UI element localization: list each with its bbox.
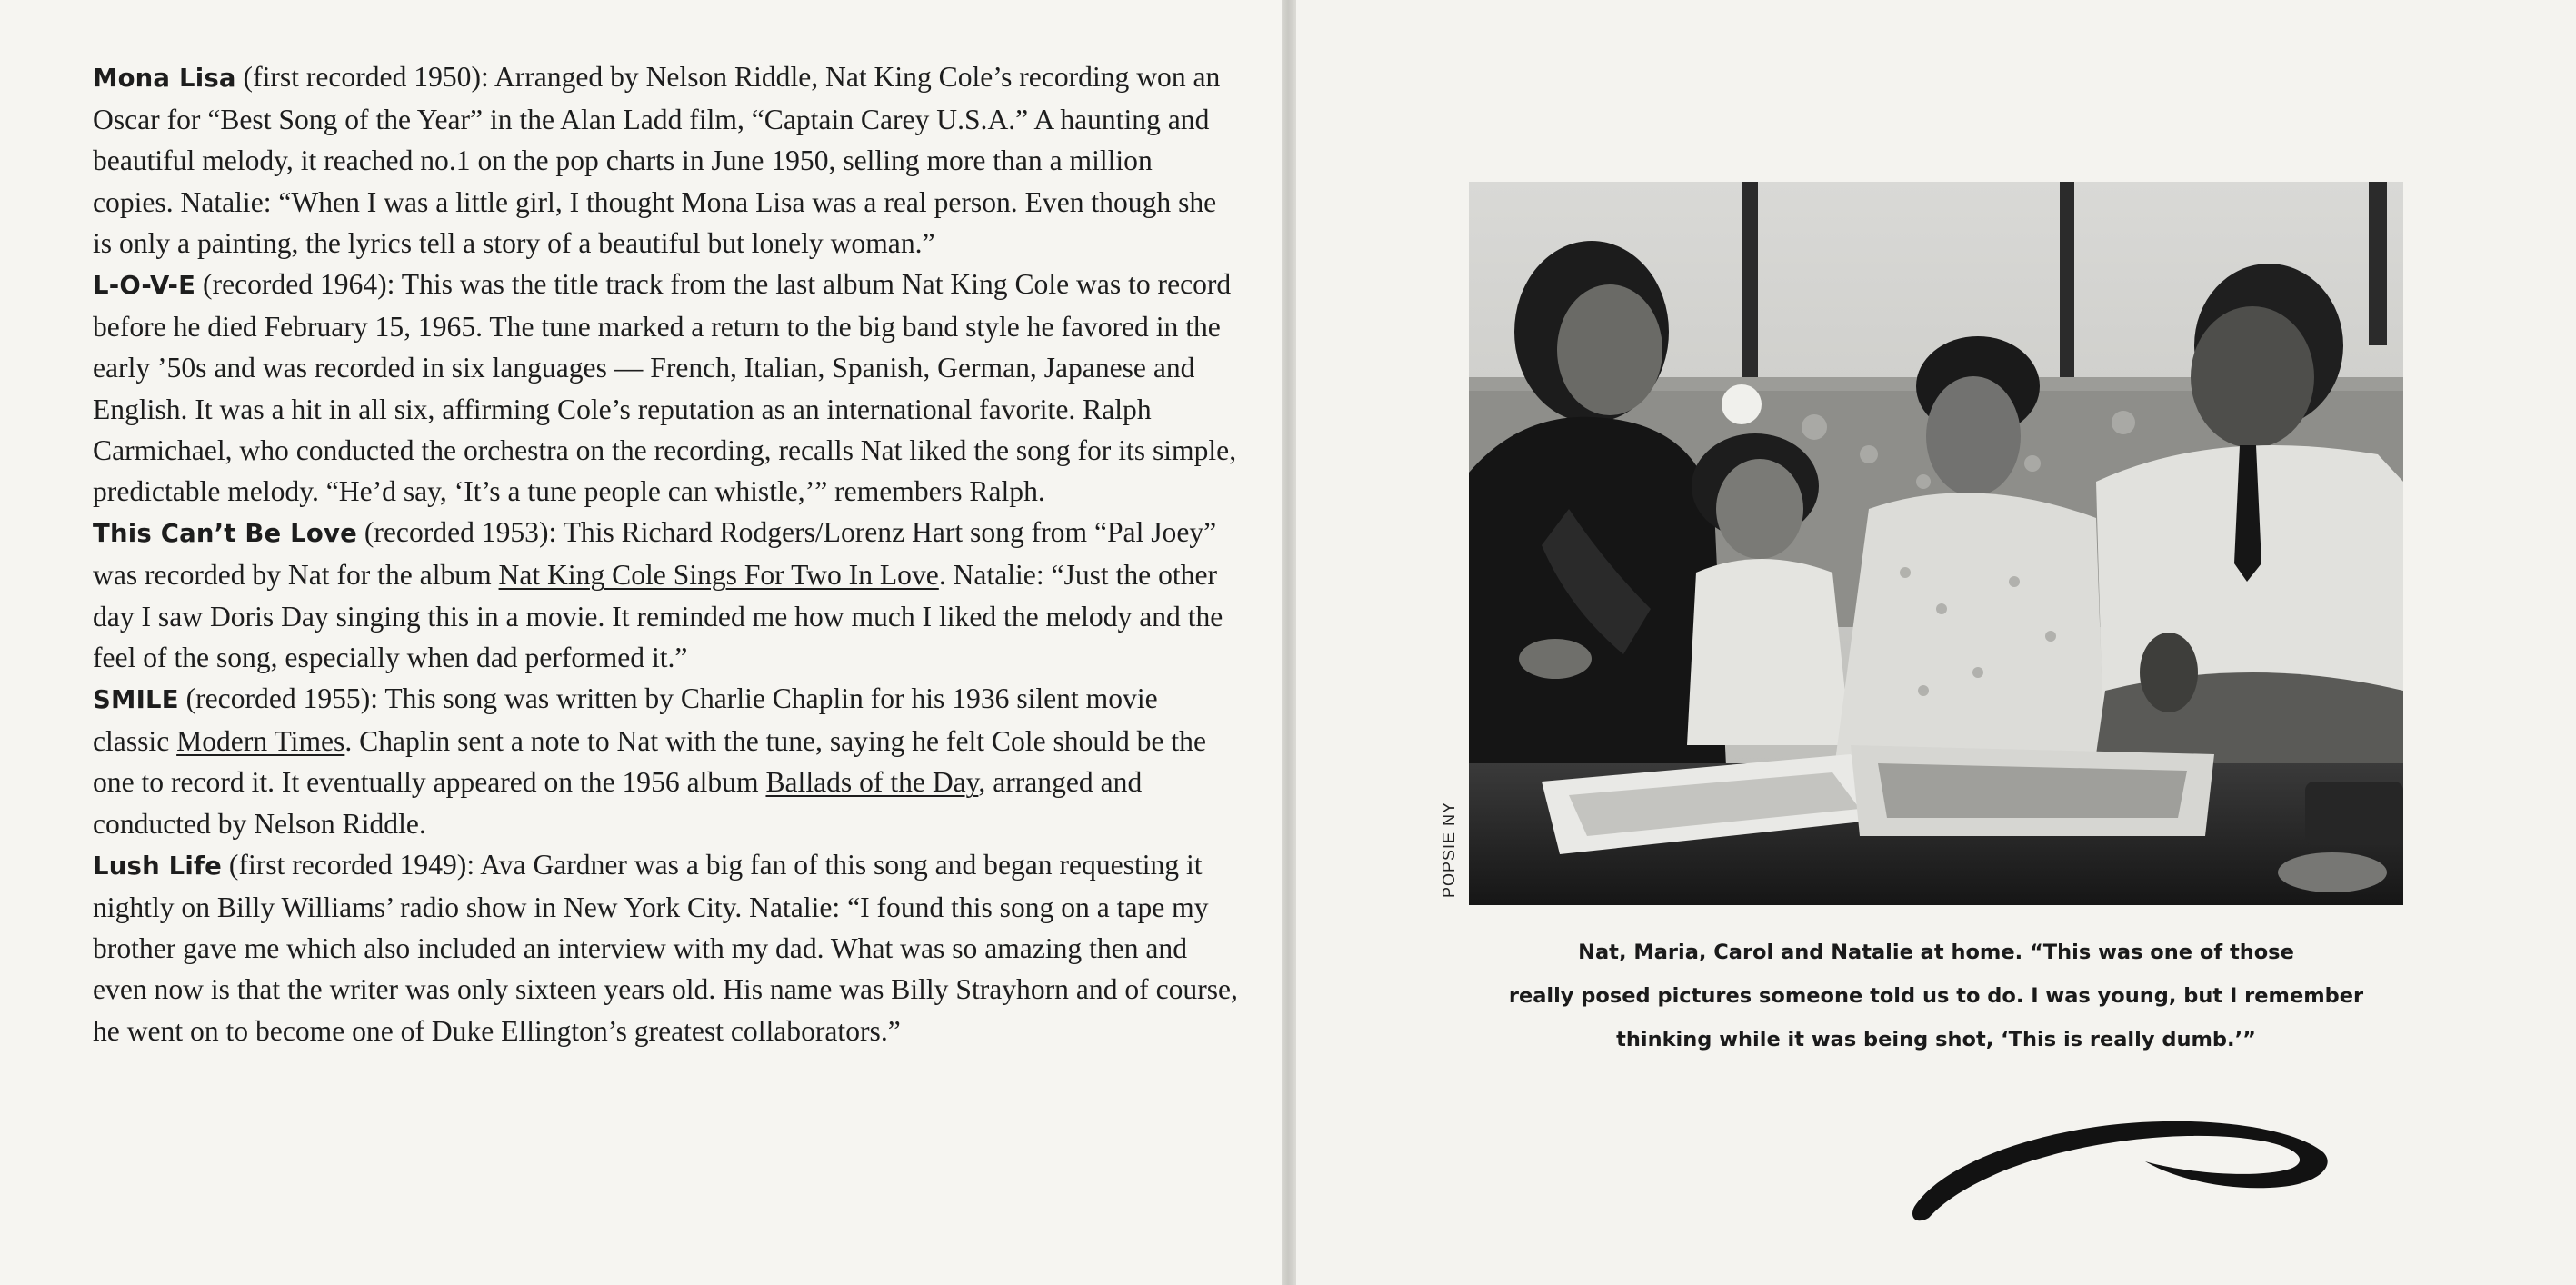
song-title: Lush Life [93, 851, 222, 881]
caption-line-3: thinking while it was being shot, ‘This is really dumb.’” [1616, 1028, 2256, 1051]
album-title-underlined: Nat King Cole Sings For Two In Love [498, 559, 939, 592]
song-title: Mona Lisa [93, 64, 236, 93]
song-note-text: (recorded 1953): This Richard Rodgers/Lorenz Hart song from “Pal Joey” was recorded by Nat for the album [93, 516, 1217, 592]
photo-credit: POPSIE NY [1440, 801, 1458, 899]
song-entry [93, 264, 1238, 512]
song-note-text: (first recorded 1949): Ava Gardner was a big fan of this song and began requesting it nightly on Billy Williams’ radio show in New York City. Natalie: “I found this song on a tape my brother gave me which also included an interview with my dad. What was so amazing then and even now is that the writer was only sixteen years old. His name was Billy Strayhorn and of course, he went on to become one of Duke Ellington’s greatest collaborators.” [93, 848, 1238, 1047]
song-title: L-O-V-E [93, 271, 196, 301]
song-title: SMILE [93, 685, 179, 715]
song-entry [93, 844, 1238, 1051]
song-note-text: (recorded 1955): This song was written by Charlie Chaplin for his 1936 silent movie classic [93, 682, 1158, 758]
song-note-text: (recorded 1964): This was the title track from the last album Nat King Cole was to record before he died February 15, 1965. The tune marked a return to the big band style he favored in the early ’50s and was recorded in six languages — French, Italian, Spanish, German, Japanese and English. It was a hit in all six, affirming Cole’s reputation as an international favorite. Ralph Carmichael, who conducted the orchestra on the recording, recalls Nat liked the song for its simple, predictable melody. “He’d say, ‘It’s a tune people can whistle,’” remembers Ralph. [93, 268, 1237, 508]
song-note-text: . Natalie: “Just the other day I saw Doris Day singing this in a movie. It reminded me how much I liked the melody and the feel of the song, especially when dad performed it.” [93, 559, 1223, 673]
family-photo [1469, 182, 2403, 905]
song-title: This Can’t Be Love [93, 519, 357, 549]
left-page [0, 0, 1282, 1285]
song-note-text: , arranged and conducted by Nelson Riddle. [93, 766, 1143, 840]
booklet-spine [1282, 0, 1296, 1285]
caption-line-1: Nat, Maria, Carol and Natalie at home. “This was one of those [1578, 941, 2294, 964]
song-entry [93, 512, 1238, 678]
song-note-text: (first recorded 1950): Arranged by Nelson Riddle, Nat King Cole’s recording won an Oscar for “Best Song of the Year” in the Alan Ladd film, “Captain Carey U.S.A.” A haunting and beautiful melody, it reached no.1 on the pop charts in June 1950, selling more than a million copies. Natalie: “When I was a little girl, I thought Mona Lisa was a real person. Even though she is only a painting, the lyrics tell a story of a beautiful but lonely woman.” [93, 61, 1221, 259]
song-note-text: . Chaplin sent a note to Nat with the tune, saying he felt Cole should be the one to record it. It eventually appeared on the 1956 album [93, 725, 1206, 799]
photo-caption [1469, 931, 2403, 1061]
song-entry [93, 56, 1238, 264]
brush-swoosh-graphic [1909, 1105, 2336, 1223]
album-title-underlined: Ballads of the Day [765, 766, 979, 799]
album-title-underlined: Modern Times [176, 725, 345, 758]
caption-line-2: really posed pictures someone told us to do. I was young, but I remember [1508, 984, 2364, 1008]
song-notes-text [93, 56, 1238, 1051]
song-entry [93, 678, 1238, 844]
